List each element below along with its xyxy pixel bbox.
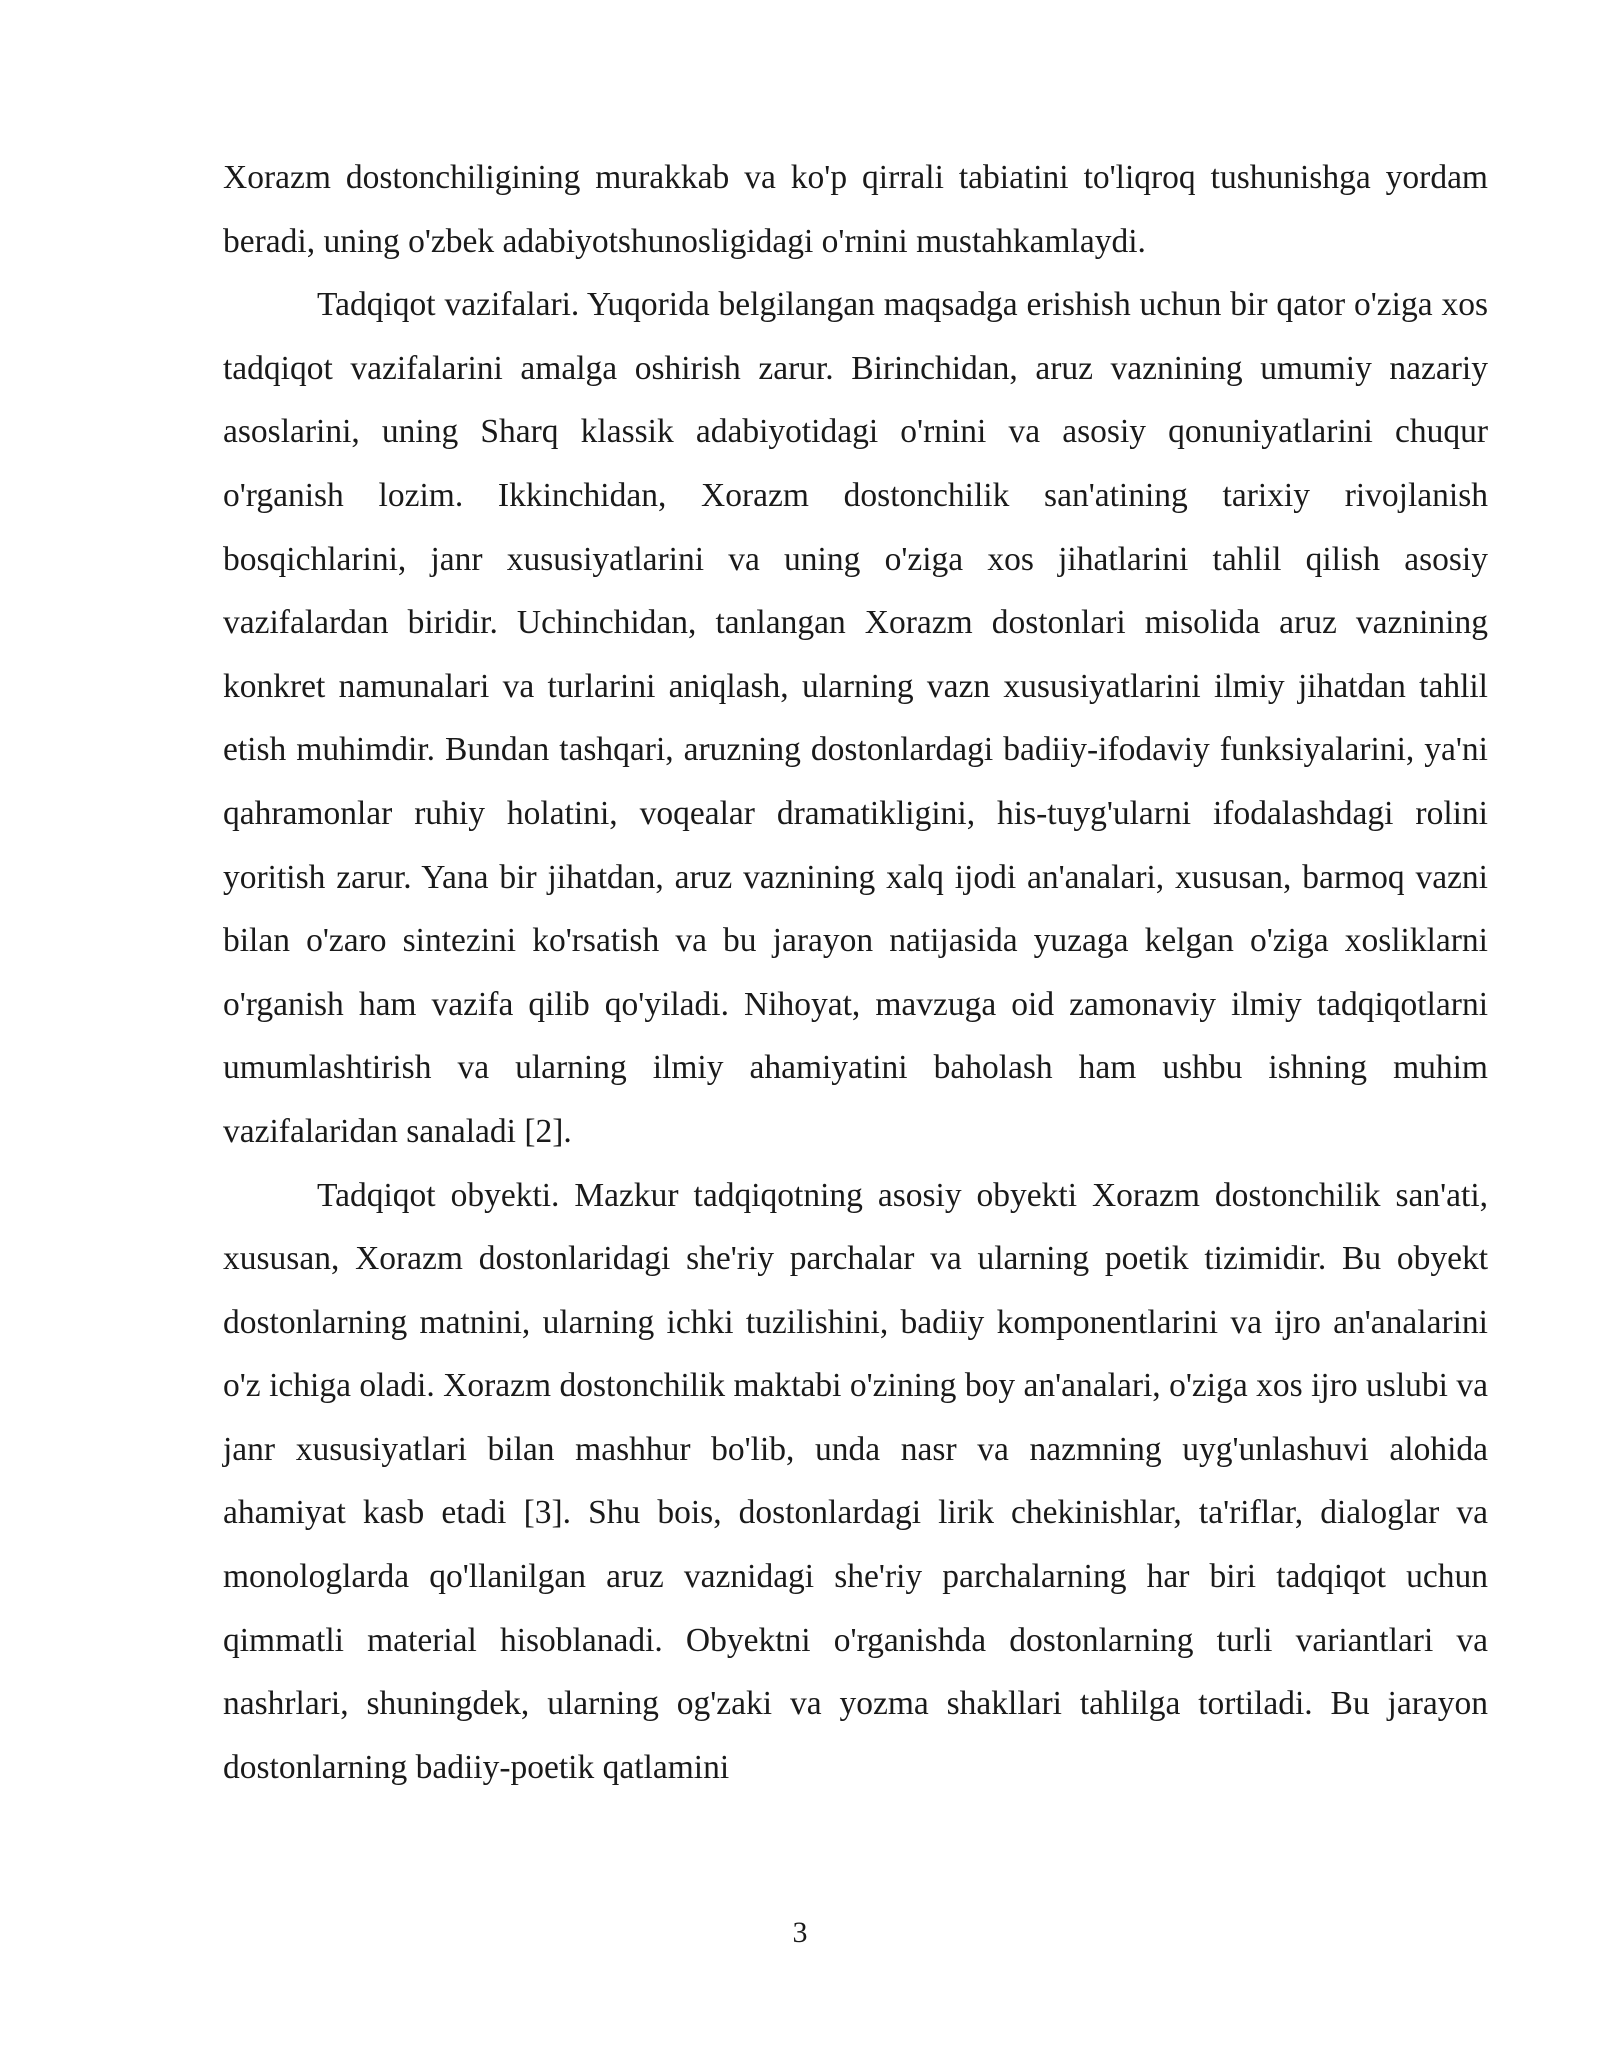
paragraph-continuation: Xorazm dostonchiligining murakkab va ko'p qirrali tabiatini to'liqroq tushunishga yordam beradi, uning o'zbek adabiyotshunosligidagi o'rnini mustahkamlaydi.: [223, 159, 1488, 260]
paragraph-research-tasks: Tadqiqot vazifalari. Yuqorida belgilangan maqsadga erishish uchun bir qator o'ziga xos tadqiqot vazifalarini amalga oshirish zarur. Birinchidan, aruz vaznining umumiy nazariy asoslarini, uning Sharq klassik adabiyotidagi o'rnini va asosiy qonuniyatlarini chuqur o'rganish lozim. Ikkinchidan, Xorazm dostonchilik san'atining tarixiy rivojlanish bosqichlarini, janr xususiyatlarini va uning o'ziga xos jihatlarini tahlil qilish asosiy vazifalardan biridir. Uchinchidan, tanlangan Xorazm dostonlari misolida aruz vaznining konkret namunalari va turlarini aniqlash, ularning vazn xususiyatlarini ilmiy jihatdan tahlil etish muhimdir. Bundan tashqari, aruzning dostonlardagi badiiy-ifodaviy funksiyalarini, ya'ni qahramonlar ruhiy holatini, voqealar dramatikligini, his-tuyg'ularni ifodalashdagi rolini yoritish zarur. Yana bir jihatdan, aruz vaznining xalq ijodi an'analari, xususan, barmoq vazni bilan o'zaro sintezini ko'rsatish va bu jarayon natijasida yuzaga kelgan o'ziga xosliklarni o'rganish ham vazifa qilib qo'yiladi. Nihoyat, mavzuga oid zamonaviy ilmiy tadqiqotlarni umumlashtirish va ularning ilmiy ahamiyatini baholash ham ushbu ishning muhim vazifalaridan sanaladi [2].: [223, 286, 1488, 1150]
body-text: [223, 146, 1488, 1799]
page-number: 3: [792, 1916, 808, 1949]
paragraph-research-object: Tadqiqot obyekti. Mazkur tadqiqotning asosiy obyekti Xorazm dostonchilik san'ati, xususan, Xorazm dostonlaridagi she'riy parchalar va ularning poetik tizimidir. Bu obyekt dostonlarning matnini, ularning ichki tuzilishini, badiiy komponentlarini va ijro an'analarini o'z ichiga oladi. Xorazm dostonchilik maktabi o'zining boy an'analari, o'ziga xos ijro uslubi va janr xususiyatlari bilan mashhur bo'lib, unda nasr va nazmning uyg'unlashuvi alohida ahamiyat kasb etadi [3]. Shu bois, dostonlardagi lirik chekinishlar, ta'riflar, dialoglar va monologlarda qo'llanilgan aruz vaznidagi she'riy parchalarning har biri tadqiqot uchun qimmatli material hisoblanadi. Obyektni o'rganishda dostonlarning turli variantlari va nashrlari, shuningdek, ularning og'zaki va yozma shakllari tahlilga tortiladi. Bu jarayon dostonlarning badiiy-poetik qatlamini: [223, 1176, 1488, 1786]
